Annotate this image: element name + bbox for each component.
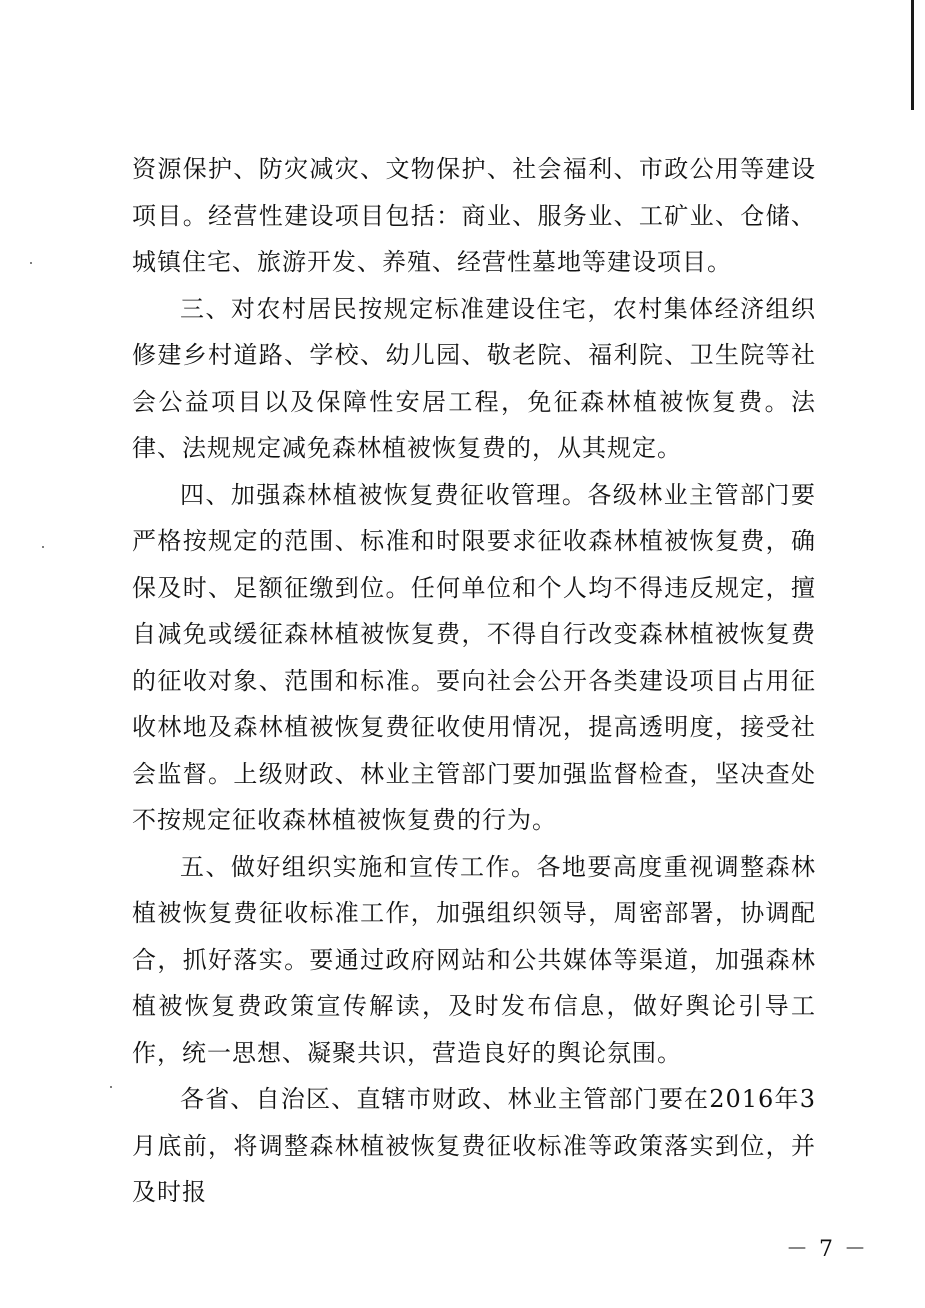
paragraph-closing: 各省、自治区、直辖市财政、林业主管部门要在2016年3月底前，将调整森林植被恢复费征收标准等政策落实到位，并及时报 <box>132 1085 816 1206</box>
scan-speck <box>30 262 32 264</box>
document-body <box>132 146 816 1216</box>
paragraph-continuation: 资源保护、防灾减灾、文物保护、社会福利、市政公用等建设项目。经营性建设项目包括：商业、服务业、工矿业、仓储、城镇住宅、旅游开发、养殖、经营性墓地等建设项目。 <box>132 155 816 276</box>
scan-speck <box>42 546 44 548</box>
page-number: － 7 － <box>786 1237 868 1262</box>
scan-page-edge <box>911 0 914 110</box>
paragraph-item-3: 三、对农村居民按规定标准建设住宅，农村集体经济组织修建乡村道路、学校、幼儿园、敬老院、福利院、卫生院等社会公益项目以及保障性安居工程，免征森林植被恢复费。法律、法规规定减免森林植被恢复费的，从其规定。 <box>132 294 816 462</box>
scan-speck <box>110 1086 112 1088</box>
paragraph-item-5: 五、做好组织实施和宣传工作。各地要高度重视调整森林植被恢复费征收标准工作，加强组织领导，周密部署，协调配合，抓好落实。要通过政府网站和公共媒体等渠道，加强森林植被恢复费政策宣传解读，及时发布信息，做好舆论引导工作，统一思想、凝聚共识，营造良好的舆论氛围。 <box>132 852 816 1067</box>
paragraph-item-4: 四、加强森林植被恢复费征收管理。各级林业主管部门要严格按规定的范围、标准和时限要求征收森林植被恢复费，确保及时、足额征缴到位。任何单位和个人均不得违反规定，擅自减免或缓征森林植被恢复费，不得自行改变森林植被恢复费的征收对象、范围和标准。要向社会公开各类建设项目占用征收林地及森林植被恢复费征收使用情况，提高透明度，接受社会监督。上级财政、林业主管部门要加强监督检查，坚决查处不按规定征收森林植被恢复费的行为。 <box>132 480 816 834</box>
